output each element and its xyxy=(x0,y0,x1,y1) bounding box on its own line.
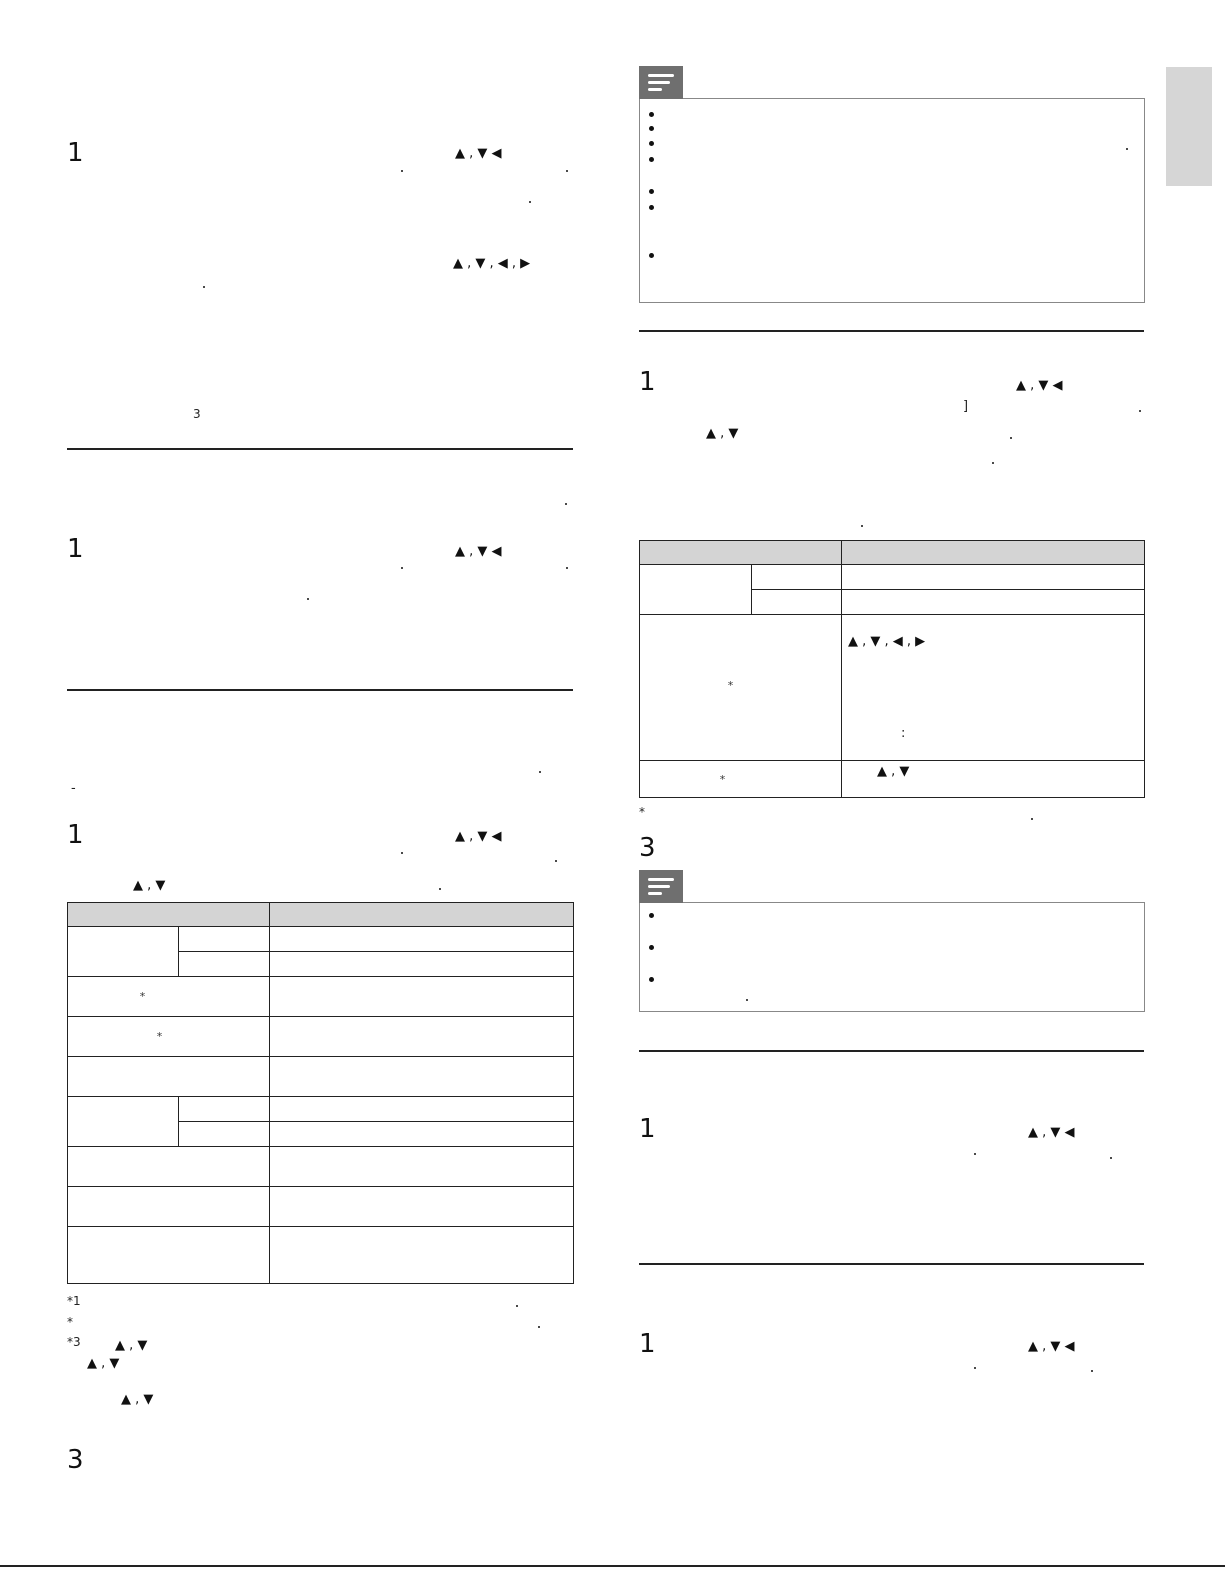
table-cell xyxy=(270,977,574,1017)
step-number: 1 xyxy=(639,367,656,397)
bullet-point xyxy=(649,913,654,918)
table-cell xyxy=(68,1017,270,1057)
text-dot xyxy=(566,170,568,172)
asterisk-mark: * xyxy=(139,990,146,1003)
table-row xyxy=(68,1097,574,1122)
table-cell xyxy=(752,565,842,590)
bullet-point xyxy=(649,112,654,117)
table-cell xyxy=(270,1017,574,1057)
table-cell xyxy=(640,615,842,761)
note-box xyxy=(639,98,1145,303)
text-dot xyxy=(861,525,863,527)
table-cell xyxy=(640,565,752,615)
table-row xyxy=(68,1017,574,1057)
table-row xyxy=(640,615,1145,761)
arrow-keys-icon: ▲ , ▼ ◀ xyxy=(1016,378,1063,393)
table-row xyxy=(68,977,574,1017)
asterisk-mark: * xyxy=(156,1030,163,1043)
arrow-keys-icon: ▲ , ▼ , ◀ , ▶ xyxy=(848,634,926,649)
bracket-mark: ] xyxy=(963,399,969,414)
arrow-keys-icon: ▲ , ▼ xyxy=(706,426,739,441)
arrow-keys-icon: ▲ , ▼ ◀ xyxy=(1028,1339,1075,1354)
settings-table xyxy=(67,902,574,1284)
text-dot xyxy=(203,286,205,288)
table-cell xyxy=(179,1097,270,1122)
text-dot xyxy=(565,503,567,505)
table-header-cell xyxy=(270,903,574,927)
colon-mark: : xyxy=(901,726,906,741)
arrow-keys-icon: ▲ , ▼ xyxy=(121,1392,154,1407)
table-header-row xyxy=(640,541,1145,565)
text-dot xyxy=(1126,148,1128,150)
table-row xyxy=(68,1147,574,1187)
asterisk-mark: * xyxy=(719,772,726,786)
table-cell xyxy=(68,1227,270,1284)
table-cell xyxy=(842,590,1145,615)
text-dot xyxy=(539,771,541,773)
text-dot xyxy=(401,170,403,172)
table-cell xyxy=(270,1187,574,1227)
step-number: 3 xyxy=(67,1445,84,1475)
section-divider xyxy=(639,1263,1144,1265)
table-cell xyxy=(842,761,1145,798)
arrow-keys-icon: ▲ , ▼ ◀ xyxy=(455,146,502,161)
text-dot xyxy=(401,567,403,569)
arrow-keys-icon: ▲ , ▼ ◀ xyxy=(455,544,502,559)
table-cell xyxy=(270,1227,574,1284)
page-bottom-rule xyxy=(0,1565,1225,1567)
arrow-keys-icon: ▲ , ▼ ◀ xyxy=(455,829,502,844)
arrow-keys-icon: ▲ , ▼ xyxy=(133,878,166,893)
footnote-marker: * xyxy=(67,1315,73,1329)
text-dot xyxy=(1091,1370,1093,1372)
text-dot xyxy=(439,888,441,890)
superscript-mark: 3 xyxy=(193,407,201,421)
bullet-point xyxy=(649,126,654,131)
text-dot xyxy=(992,462,994,464)
table-header-cell xyxy=(68,903,270,927)
bullet-point xyxy=(649,205,654,210)
table-cell xyxy=(179,927,270,952)
arrow-keys-icon: ▲ , ▼ , ◀ , ▶ xyxy=(453,256,531,271)
dash-mark: - xyxy=(71,781,76,796)
step-number: 1 xyxy=(639,1114,656,1144)
step-number: 1 xyxy=(67,534,84,564)
bullet-point xyxy=(649,157,654,162)
text-dot xyxy=(538,1326,540,1328)
table-cell xyxy=(68,1147,270,1187)
table-header-row xyxy=(68,903,574,927)
text-dot xyxy=(746,999,748,1001)
asterisk-mark: * xyxy=(727,679,734,692)
text-dot xyxy=(1110,1157,1112,1159)
arrow-keys-icon: ▲ , ▼ xyxy=(877,764,910,779)
text-dot xyxy=(566,567,568,569)
note-icon xyxy=(639,66,683,99)
table-header-cell xyxy=(640,541,842,565)
table-row xyxy=(640,565,1145,590)
step-number: 1 xyxy=(67,138,84,168)
table-cell xyxy=(270,1097,574,1122)
bullet-point xyxy=(649,189,654,194)
table-row xyxy=(68,1227,574,1284)
bullet-point xyxy=(649,977,654,982)
section-divider xyxy=(67,448,573,450)
table-cell xyxy=(68,977,270,1017)
table-cell xyxy=(179,952,270,977)
language-side-tab xyxy=(1166,67,1212,186)
text-dot xyxy=(974,1367,976,1369)
table-row xyxy=(68,1057,574,1097)
text-dot xyxy=(529,201,531,203)
footnote-marker: *1 xyxy=(67,1294,81,1308)
text-dot xyxy=(555,860,557,862)
text-dot xyxy=(974,1153,976,1155)
step-number: 1 xyxy=(67,820,84,850)
table-cell xyxy=(68,1097,179,1147)
text-dot xyxy=(1031,818,1033,820)
table-cell xyxy=(842,615,1145,761)
note-box xyxy=(639,902,1145,1012)
footnote-marker: *3 xyxy=(67,1335,81,1349)
text-dot xyxy=(1010,437,1012,439)
table-cell xyxy=(752,590,842,615)
arrow-keys-icon: ▲ , ▼ xyxy=(115,1338,148,1353)
table-row xyxy=(68,927,574,952)
table-cell xyxy=(270,1122,574,1147)
text-dot xyxy=(307,598,309,600)
section-divider xyxy=(639,1050,1144,1052)
bullet-point xyxy=(649,141,654,146)
table-cell xyxy=(68,1057,270,1097)
table-header-cell xyxy=(842,541,1145,565)
table-cell xyxy=(270,1057,574,1097)
section-divider xyxy=(639,330,1144,332)
text-dot xyxy=(1139,410,1141,412)
note-icon xyxy=(639,870,683,903)
settings-table xyxy=(639,540,1145,798)
table-cell xyxy=(270,952,574,977)
step-number: 3 xyxy=(639,833,656,863)
table-cell xyxy=(68,1187,270,1227)
table-row xyxy=(640,761,1145,798)
bullet-point xyxy=(649,253,654,258)
bullet-point xyxy=(649,945,654,950)
table-cell xyxy=(842,565,1145,590)
arrow-keys-icon: ▲ , ▼ ◀ xyxy=(1028,1125,1075,1140)
arrow-keys-icon: ▲ , ▼ xyxy=(87,1356,120,1371)
section-divider xyxy=(67,689,573,691)
step-number: 1 xyxy=(639,1329,656,1359)
table-cell xyxy=(68,927,179,977)
table-row xyxy=(68,1187,574,1227)
text-dot xyxy=(516,1305,518,1307)
table-cell xyxy=(270,1147,574,1187)
table-cell xyxy=(640,761,842,798)
footnote-marker: * xyxy=(639,805,645,819)
table-cell xyxy=(179,1122,270,1147)
text-dot xyxy=(401,852,403,854)
table-cell xyxy=(270,927,574,952)
